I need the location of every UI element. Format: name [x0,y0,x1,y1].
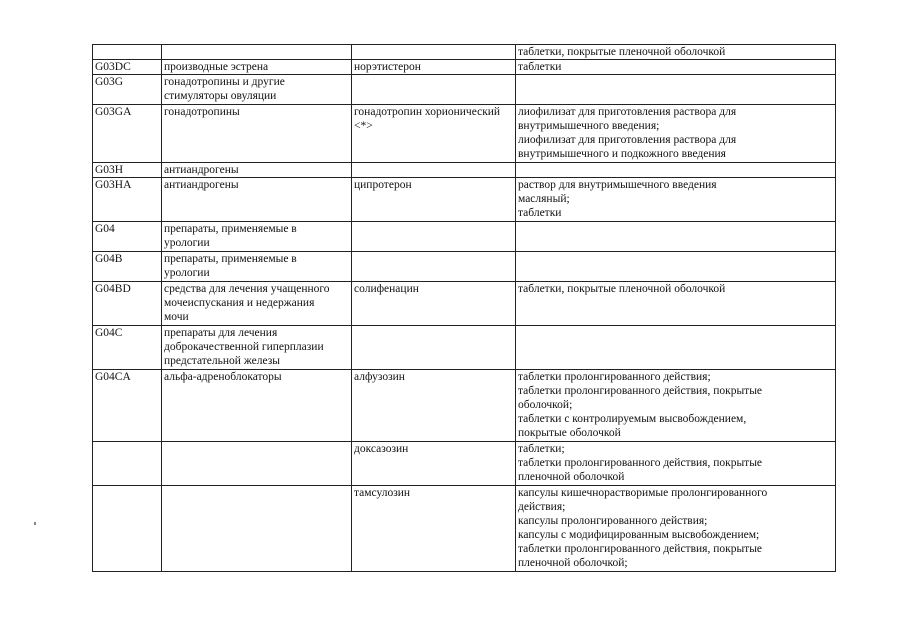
cell-text-line: внутримышечного введения; [518,120,660,132]
drug-name-cell [352,60,516,75]
atc-code-cell [93,105,162,163]
cell-text-line: пленочной оболочкой; [518,557,628,569]
cell-text-line: средства для лечения учащенного [164,283,330,295]
drug-name-cell [352,222,516,252]
table-body [93,45,836,572]
anatomical-group-cell [162,326,352,370]
table-row [93,163,836,178]
dosage-form-cell [516,60,836,75]
dosage-form-cell [516,178,836,222]
drug-name-cell [352,252,516,282]
cell-text: G03G [95,76,124,88]
cell-text-line: оболочкой; [518,399,573,411]
atc-code-cell [93,370,162,442]
table-row [93,45,836,60]
cell-text-line: мочи [164,311,189,323]
table-row [93,442,836,486]
cell-text: G04C [95,327,123,339]
atc-code-cell [93,252,162,282]
atc-code-cell [93,282,162,326]
atc-code-cell [93,178,162,222]
cell-text-line: альфа-адреноблокаторы [164,371,282,383]
dosage-form-cell [516,282,836,326]
cell-text: G04B [95,253,123,265]
table-row [93,326,836,370]
dosage-form-cell [516,222,836,252]
table-row [93,282,836,326]
table-row [93,178,836,222]
cell-text-line: таблетки пролонгированного действия, покрытые [518,543,763,555]
table-row [93,105,836,163]
cell-text-line: таблетки пролонгированного действия, покрытые [518,385,763,397]
cell-text-line: препараты, применяемые в [164,253,297,265]
atc-code-cell [93,163,162,178]
cell-text-line: тамсулозин [354,487,411,499]
cell-text-line: урологии [164,267,210,279]
table-row [93,75,836,105]
cell-text-line: антиандрогены [164,164,239,176]
drug-name-cell [352,282,516,326]
drug-name-cell [352,326,516,370]
cell-text: G04 [95,223,115,235]
cell-text-line: таблетки [518,61,562,73]
dosage-form-cell [516,370,836,442]
cell-text-line: урологии [164,237,210,249]
drug-classification-table [92,44,836,572]
anatomical-group-cell [162,442,352,486]
dosage-form-cell [516,486,836,572]
anatomical-group-cell [162,252,352,282]
cell-text-line: внутримышечного и подкожного введения [518,148,726,160]
table-row [93,370,836,442]
cell-text: G04CA [95,371,131,383]
cell-text-line: таблетки; [518,443,565,455]
cell-text-line: норэтистерон [354,61,421,73]
cell-text-line: препараты, применяемые в [164,223,297,235]
cell-text-line: капсулы с модифицированным высвобождением; [518,529,760,541]
cell-text: G03DC [95,61,131,73]
drug-name-cell [352,75,516,105]
cell-text: G03H [95,164,124,176]
cell-text-line: мочеиспускания и недержания [164,297,315,309]
cell-text-line: доксазозин [354,443,409,455]
cell-text-line: солифенацин [354,283,419,295]
atc-code-cell [93,222,162,252]
anatomical-group-cell [162,45,352,60]
scan-speck [34,522,36,525]
drug-name-cell [352,486,516,572]
cell-text-line: капсулы кишечнорастворимые пролонгированного [518,487,768,499]
atc-code-cell [93,442,162,486]
cell-text-line: лиофилизат для приготовления раствора для [518,134,737,146]
cell-text-line: производные эстрена [164,61,269,73]
cell-text-line: таблетки пролонгированного действия; [518,371,711,383]
dosage-form-cell [516,252,836,282]
anatomical-group-cell [162,178,352,222]
cell-text-line: таблетки с контролируемым высвобождением, [518,413,747,425]
anatomical-group-cell [162,222,352,252]
cell-text-line: капсулы пролонгированного действия; [518,515,708,527]
cell-text: G03HA [95,179,132,191]
cell-text-line: предстательной железы [164,355,280,367]
dosage-form-cell [516,326,836,370]
cell-text-line: раствор для внутримышечного введения [518,179,717,191]
drug-name-cell [352,105,516,163]
anatomical-group-cell [162,75,352,105]
table-row [93,252,836,282]
anatomical-group-cell [162,163,352,178]
dosage-form-cell [516,105,836,163]
cell-text-line: покрытые оболочкой [518,427,621,439]
drug-name-cell [352,45,516,60]
cell-text-line: таблетки, покрытые пленочной оболочкой [518,283,726,295]
anatomical-group-cell [162,486,352,572]
cell-text-line: ципротерон [354,179,412,191]
atc-code-cell [93,326,162,370]
cell-text-line: алфузозин [354,371,405,383]
dosage-form-cell [516,75,836,105]
cell-text-line: пленочной оболочкой [518,471,625,483]
drug-name-cell [352,442,516,486]
cell-text-line: <*> [354,120,373,132]
cell-text-line: гонадотропины и другие [164,76,285,88]
cell-text-line: таблетки, покрытые пленочной оболочкой [518,46,726,58]
atc-code-cell [93,60,162,75]
anatomical-group-cell [162,282,352,326]
drug-name-cell [352,178,516,222]
table-row [93,486,836,572]
cell-text-line: гонадотропин хорионический [354,106,501,118]
dosage-form-cell [516,45,836,60]
cell-text-line: стимуляторы овуляции [164,90,277,102]
cell-text-line: антиандрогены [164,179,239,191]
dosage-form-cell [516,163,836,178]
table-row [93,60,836,75]
anatomical-group-cell [162,60,352,75]
cell-text-line: таблетки пролонгированного действия, покрытые [518,457,763,469]
dosage-form-cell [516,442,836,486]
anatomical-group-cell [162,105,352,163]
cell-text-line: лиофилизат для приготовления раствора для [518,106,737,118]
atc-code-cell [93,45,162,60]
table-row [93,222,836,252]
cell-text: G04BD [95,283,131,295]
atc-code-cell [93,486,162,572]
drug-name-cell [352,370,516,442]
drug-name-cell [352,163,516,178]
cell-text-line: доброкачественной гиперплазии [164,341,324,353]
cell-text-line: таблетки [518,207,562,219]
cell-text-line: масляный; [518,193,570,205]
cell-text-line: гонадотропины [164,106,240,118]
cell-text-line: препараты для лечения [164,327,278,339]
atc-code-cell [93,75,162,105]
cell-text-line: действия; [518,501,566,513]
anatomical-group-cell [162,370,352,442]
cell-text: G03GA [95,106,132,118]
